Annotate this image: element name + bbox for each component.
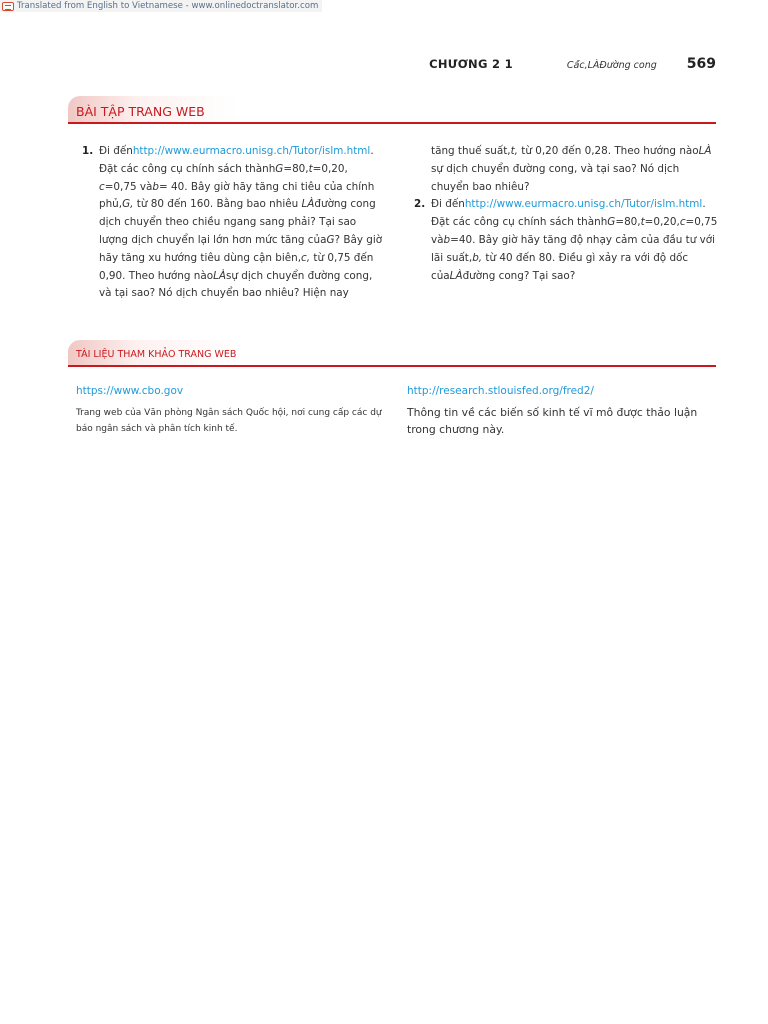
exercise-1-text: đường cong dịch chuyển theo chiều ngang sang phải? Tại sao lượng dịch chuyển lại lớn hơn mức tăng của: [99, 198, 376, 246]
variable-is: LÀ: [213, 269, 226, 282]
chapter-title: Cá́c,LÀĐường cong: [566, 60, 657, 71]
reference-link-fred[interactable]: http://research.stlouisfed.org/fred2/: [407, 385, 594, 397]
exercise-2-text: =40. Bây giờ hãy tăng độ nhạy cảm của đầu tư với lãi suất,: [431, 233, 716, 264]
exercises-right-column: [412, 143, 718, 285]
exercise-1: [80, 143, 386, 303]
variable-t: t: [308, 162, 313, 175]
exercise-1-text: =0,75 và: [104, 180, 153, 193]
exercise-1-text: từ 0,20 đến 0,28. Theo hướng nào: [518, 145, 699, 157]
exercise-1-text: sự dịch chuyển đường cong, và tại sao? Nó dịch chuyển bao nhiêu? Hiện nay: [99, 269, 373, 300]
variable-t: t: [640, 216, 645, 229]
variable-t: t,: [510, 145, 518, 157]
reference-item: [76, 384, 388, 437]
exercise-1-text: sự dịch chuyển đường cong, và tại sao? Nó dịch chuyển bao nhiêu?: [431, 162, 680, 193]
reference-description: Thông tin về các biến số kinh tế vĩ mô được thảo luận trong chương này.: [407, 406, 698, 436]
variable-g: G: [607, 216, 616, 229]
web-references-title: TÀI LIỆU THAM KHẢO TRANG WEB: [76, 349, 237, 360]
reference-description: Trang web của Văn phòng Ngân sách Quốc hội, nơi cung cấp các dự báo ngân sách và phân tích kinh tế.: [76, 408, 382, 434]
page-number: 569: [686, 56, 716, 72]
exercise-2-number: 2.: [414, 198, 426, 211]
exercise-1-continuation: [412, 143, 718, 196]
variable-is: LÀ: [449, 269, 463, 282]
exercise-2-text: . Đặt các công cụ chính sách thành: [431, 198, 706, 229]
exercise-1-text: từ 0,75 đến 0,90. Theo hướng nào: [99, 251, 374, 282]
exercise-1-text: từ 80 đến 160. Bằng bao nhiêu: [133, 198, 302, 211]
variable-b: b,: [472, 251, 483, 264]
variable-c: c: [679, 216, 686, 229]
web-references-header: [68, 340, 716, 367]
variable-g: G,: [122, 198, 134, 211]
variable-c: c,: [301, 251, 311, 264]
exercise-2-text: đường cong? Tại sao?: [462, 269, 576, 282]
exercise-1-lead: Đi đến: [99, 145, 133, 157]
exercise-1-link[interactable]: http://www.eurmacro.unisg.ch/Tutor/islm.html: [132, 145, 371, 157]
document-icon: [2, 2, 14, 11]
running-header: [429, 56, 716, 72]
exercise-2: [412, 196, 718, 285]
variable-is: LÀ: [301, 198, 315, 211]
translator-banner-text[interactable]: Translated from English to Vietnamese - www.onlinedoctranslator.com: [17, 1, 319, 11]
exercise-1-text: tăng thuế suất,: [431, 145, 511, 157]
exercise-2-text: từ 40 đến 80. Điều gì xảy ra với độ dốc của: [431, 251, 689, 282]
exercise-1-text: ? Bây giờ hãy tăng xu hướng tiêu dùng cận biên,: [99, 233, 383, 264]
exercise-2-lead: Đi đến: [431, 198, 465, 211]
exercises-left-column: [80, 143, 386, 303]
variable-g: G: [326, 233, 335, 246]
reference-link-cbo[interactable]: https://www.cbo.gov: [76, 385, 184, 397]
exercise-2-link[interactable]: http://www.eurmacro.unisg.ch/Tutor/islm.html: [464, 198, 703, 211]
exercise-2-text: =80,: [615, 216, 641, 229]
exercise-1-text: =80,: [283, 162, 309, 175]
chapter-label: CHƯƠNG 2 1: [429, 57, 513, 71]
web-exercises-header: [68, 96, 716, 124]
variable-is: LÀ: [698, 145, 712, 157]
variable-b: b: [152, 180, 159, 193]
variable-b: b: [443, 233, 451, 246]
translator-banner[interactable]: [0, 0, 322, 12]
variable-g: G: [275, 162, 284, 175]
exercise-1-text: =0,20,: [312, 162, 348, 175]
variable-c: c: [99, 180, 105, 193]
reference-item: [407, 384, 719, 438]
exercise-1-text: = 40. Bây giờ hãy tăng chi tiêu của chính phủ,: [99, 180, 375, 211]
exercise-2-text: =0,20,: [644, 216, 680, 229]
exercise-1-text: . Đặt các công cụ chính sách thành: [99, 145, 374, 175]
exercise-1-number: 1.: [82, 145, 94, 157]
exercise-2-text: =0,75 và: [431, 216, 718, 246]
web-exercises-title: BÀI TẬP TRANG WEB: [76, 104, 205, 119]
